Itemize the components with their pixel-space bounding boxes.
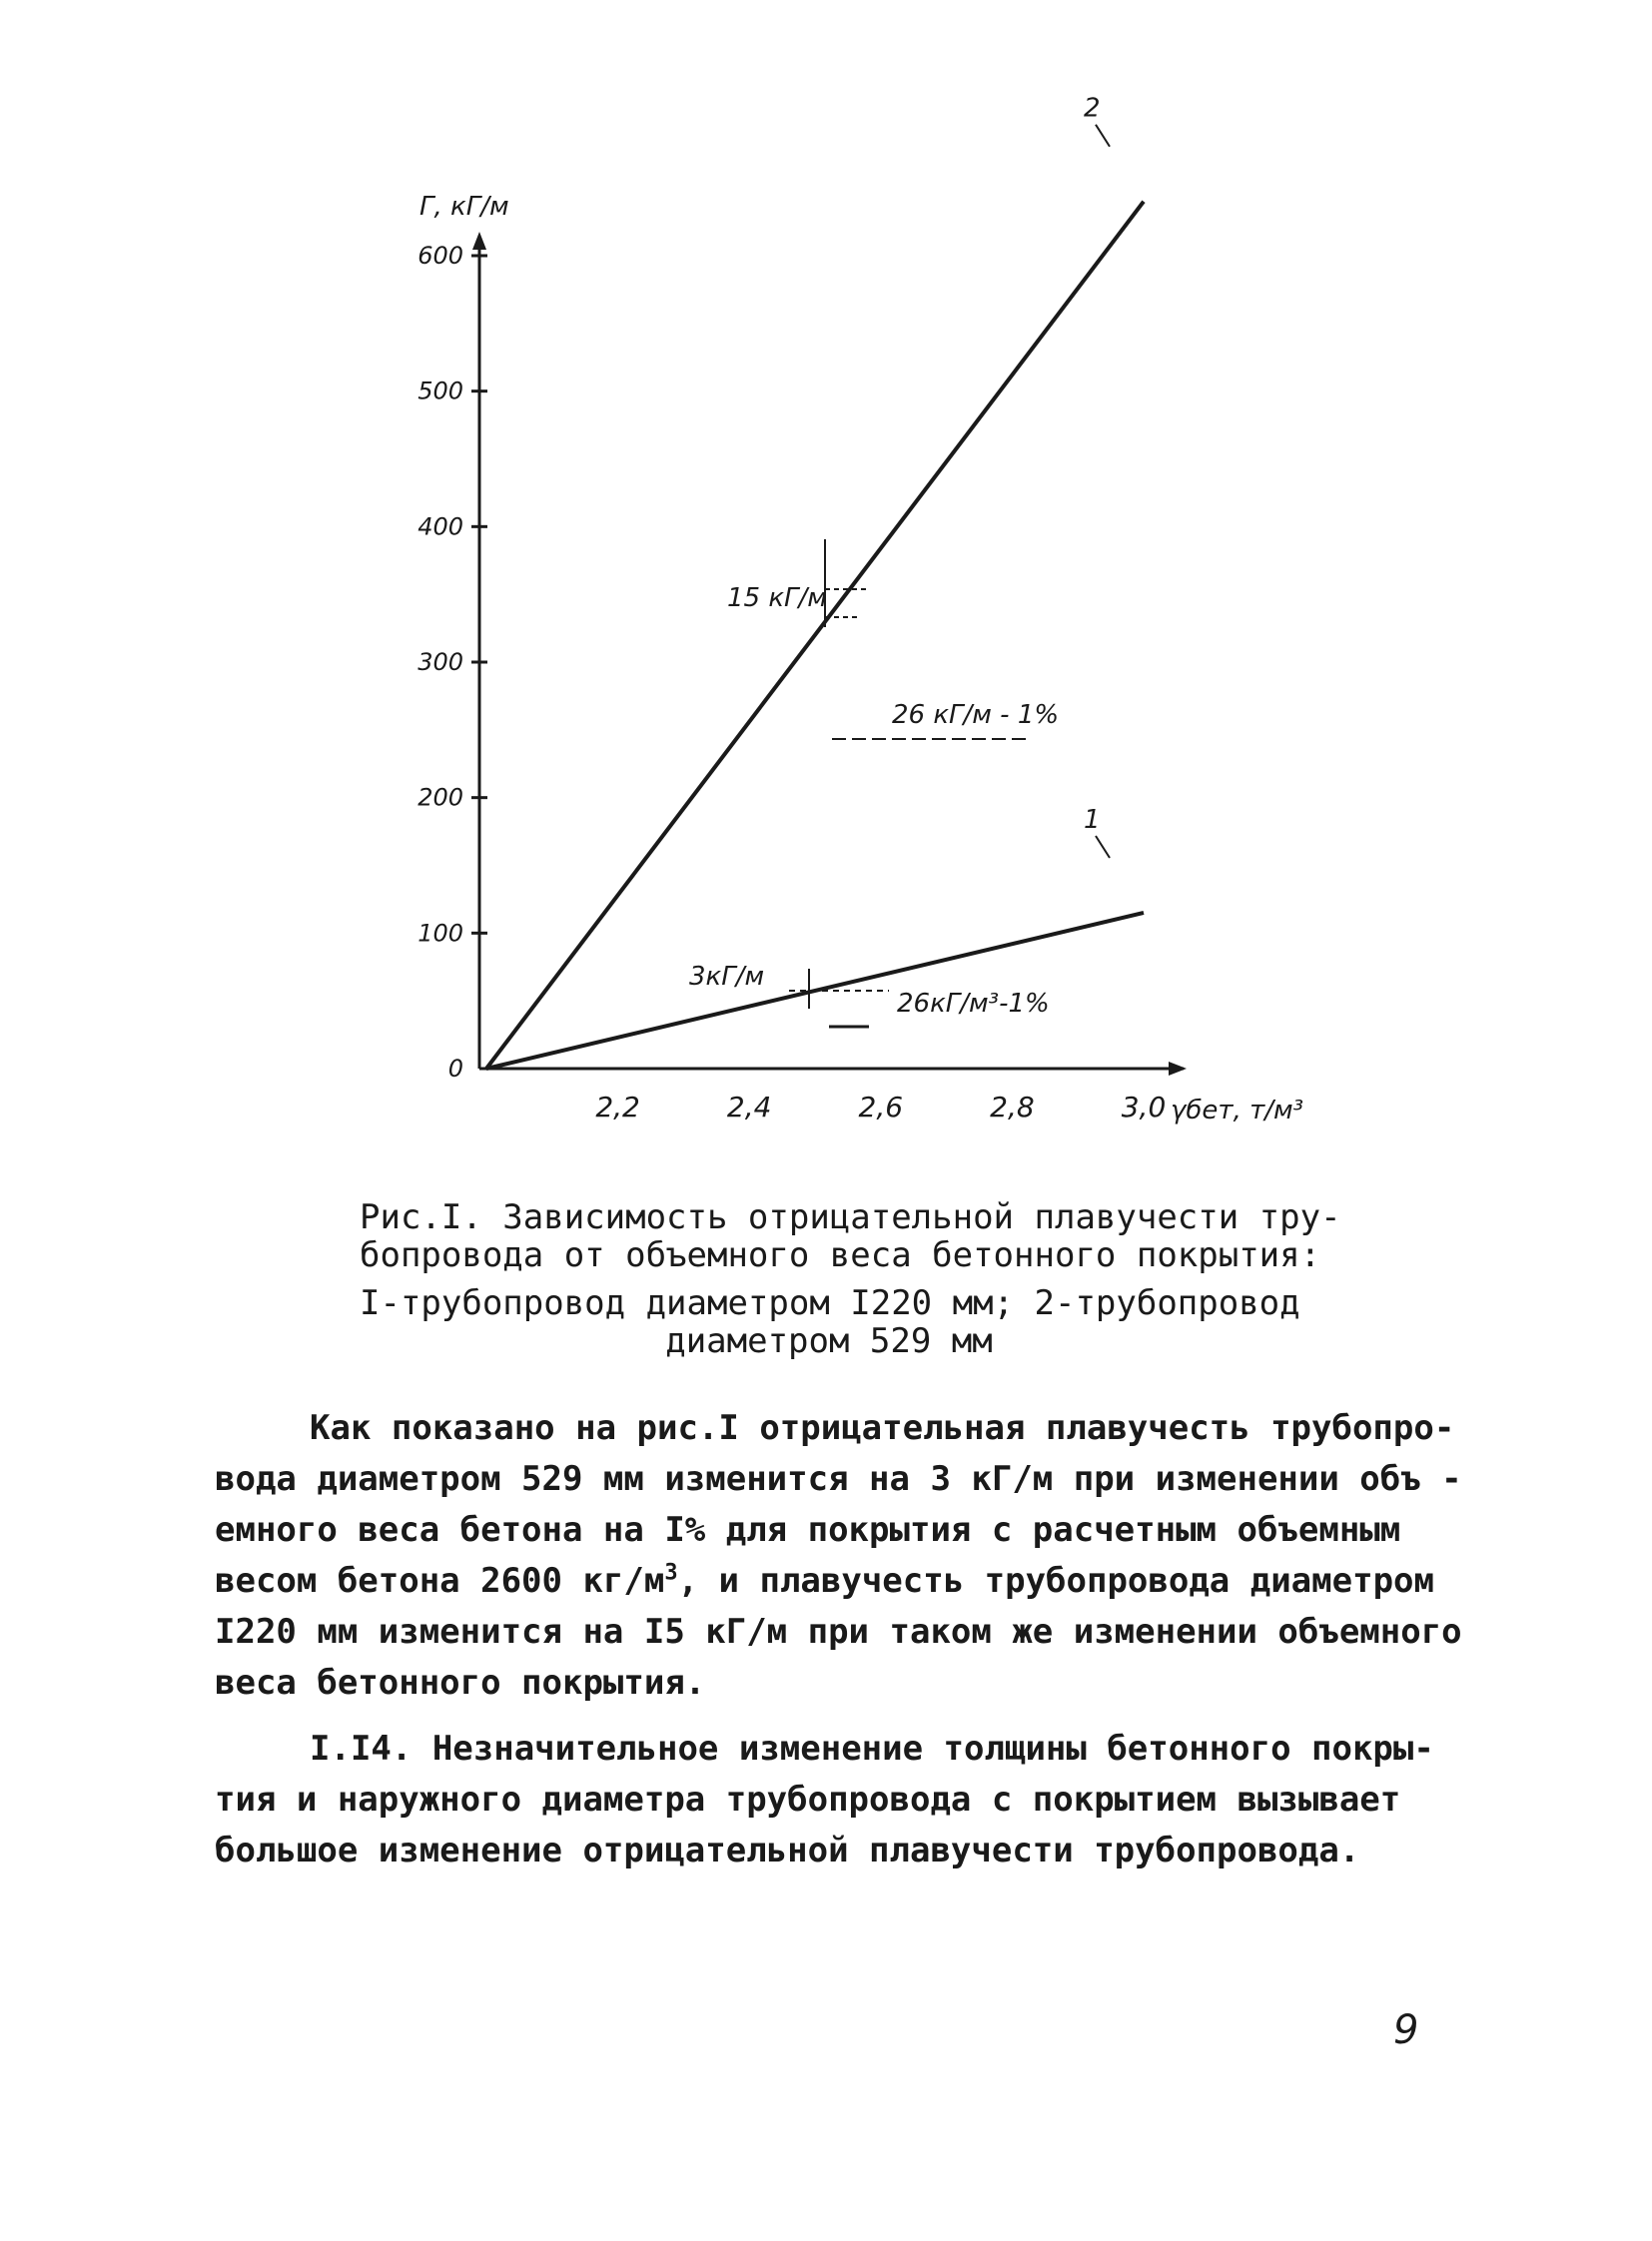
paragraph-2-line-3: большое изменение отрицательной плавучести трубопровода.	[215, 1831, 1360, 1870]
annotation-curve1-change: 26кГ/м³-1%	[897, 989, 1050, 1019]
page-number: 9	[1393, 2007, 1419, 2053]
paragraph-1	[215, 1403, 1462, 1709]
y-tick-label: 600	[417, 242, 463, 270]
caption-line-4: диаметром 529 мм	[665, 1321, 993, 1361]
x-axis-label: γбет, т/м³	[1171, 1096, 1304, 1125]
paragraph-1-line-6: веса бетонного покрытия.	[215, 1663, 706, 1703]
y-tick-label: 300	[417, 648, 463, 676]
paragraph-1-line-1: Как показано на рис.I отрицательная плавучесть трубопро-	[310, 1408, 1455, 1448]
x-tick-label: 2,6	[858, 1091, 904, 1123]
y-tick-label: 100	[417, 919, 463, 948]
caption-line-2: бопровода от объемного веса бетонного покрытия:	[360, 1235, 1321, 1275]
caption-line-3: I-трубопровод диаметром I220 мм; 2-трубопровод	[360, 1283, 1300, 1323]
paragraph-1-line-2: вода диаметром 529 мм изменится на 3 кГ/м при изменении объ -	[215, 1459, 1462, 1499]
series-line-2	[486, 202, 1144, 1069]
paragraph-2-line-2: тия и наружного диаметра трубопровода с покрытием вызывает	[215, 1780, 1401, 1820]
caption-line-1: Рис.I. Зависимость отрицательной плавучести тру-	[360, 1197, 1341, 1237]
x-tick-label: 2,4	[726, 1091, 772, 1123]
y-tick-label: 0	[447, 1055, 463, 1083]
series-label-1: 1	[1084, 804, 1101, 835]
chart-axes	[419, 192, 1303, 1125]
y-tick-label: 500	[417, 376, 463, 405]
series-label-leader	[1096, 836, 1110, 858]
x-tick-label: 2,2	[595, 1091, 640, 1123]
body-text	[215, 1403, 1462, 1876]
series-label-leader	[1096, 125, 1110, 147]
chart-lines	[486, 94, 1144, 1069]
annotation-curve1-delta: 3кГ/м	[689, 962, 765, 992]
y-axis-label: Г, кГ/м	[419, 192, 509, 222]
paragraph-1-line-5: I220 мм изменится на I5 кГ/м при таком же изменении объемного	[215, 1612, 1462, 1652]
annotation-curve2-change: 26 кГ/м - 1%	[892, 700, 1060, 730]
x-tick-label: 3,0	[1121, 1091, 1167, 1123]
paragraph-1-line-4	[215, 1556, 1443, 1607]
annotation-curve2-delta: 15 кГ/м	[727, 583, 827, 613]
y-tick-label: 200	[417, 783, 463, 812]
paragraph-2	[215, 1724, 1443, 1876]
paragraph-1-line-3: емного веса бетона на I% для покрытия с расчетным объемным	[215, 1510, 1401, 1550]
x-axis-arrow	[1169, 1062, 1187, 1076]
y-axis-arrow	[472, 232, 486, 250]
paragraph-2-line-1: I.I4. Незначительное изменение толщины бетонного покры-	[310, 1729, 1434, 1769]
chart-annotations	[689, 539, 1059, 1027]
paragraph-1-line-4b: , и плавучесть трубопровода диаметром	[677, 1561, 1434, 1601]
figure-caption	[360, 1198, 1358, 1360]
paragraph-1-line-4a: весом бетона 2600 кг/м	[215, 1561, 665, 1601]
y-tick-label: 400	[417, 512, 463, 541]
superscript-3: 3	[664, 1560, 678, 1586]
series-label-2: 2	[1084, 93, 1101, 124]
x-tick-label: 2,8	[990, 1091, 1035, 1123]
